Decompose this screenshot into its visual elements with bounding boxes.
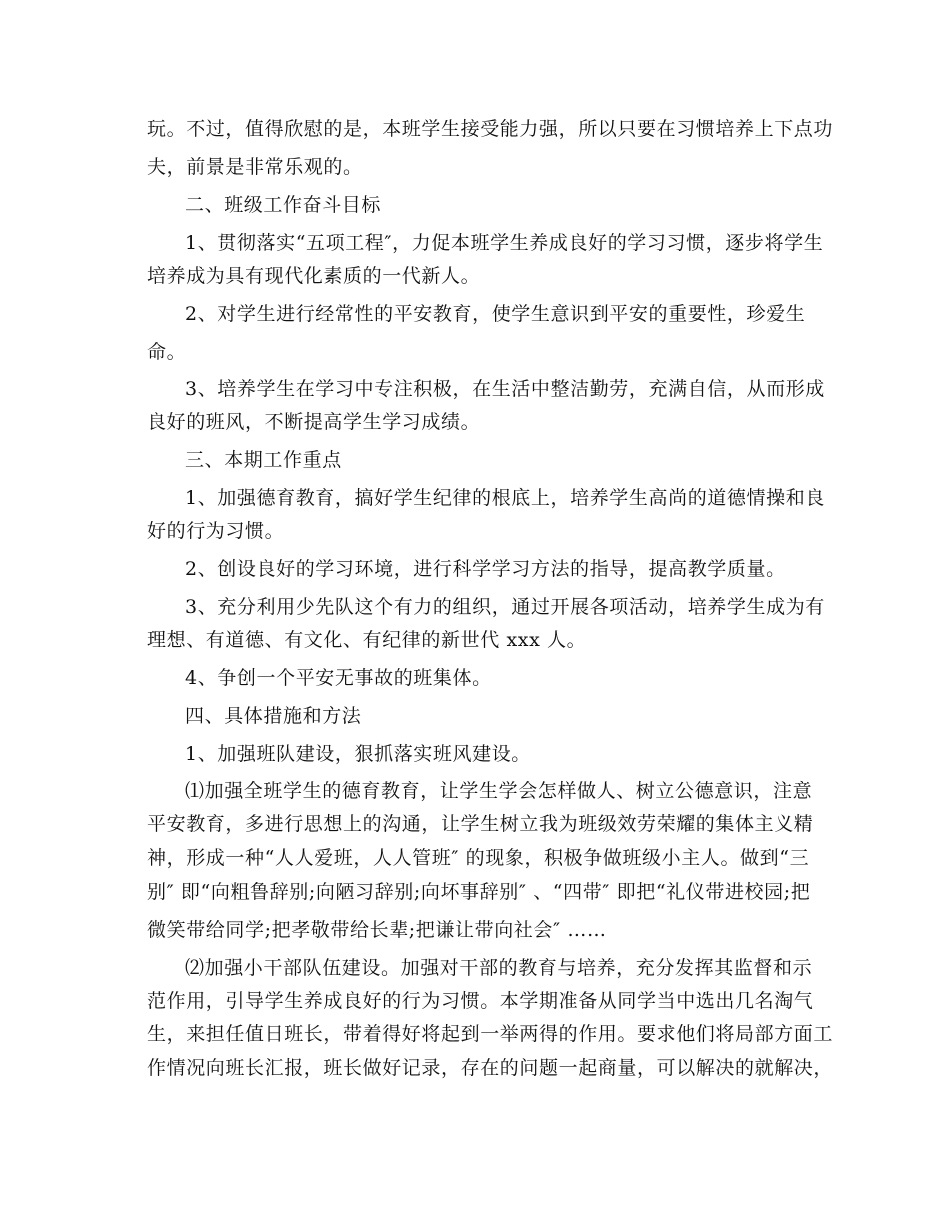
text-line: 1、加强德育教育，搞好学生纪律的根底上，培养学生高尚的道德情操和良 xyxy=(185,487,825,509)
text-line: 4、争创一个平安无事故的班集体。 xyxy=(185,667,492,689)
text-line: 生，来担任值日班长，带着得好将起到一举两得的作用。要求他们将局部方面工 xyxy=(147,1023,834,1045)
section-heading: 三、本期工作重点 xyxy=(185,449,342,471)
text-line: 玩。不过，值得欣慰的是，本班学生接受能力强，所以只要在习惯培养上下点功 xyxy=(147,118,834,140)
text-line: 别″ 即“向粗鲁辞别;向陋习辞别;向坏事辞别″ 、“四带″ 即把“礼仪带进校园;把 xyxy=(147,881,811,903)
text-line: 1、加强班队建设，狠抓落实班风建设。 xyxy=(185,743,531,765)
text-line: ⑵加强小干部队伍建设。加强对干部的教育与培养，充分发挥其监督和示 xyxy=(185,957,813,979)
section-heading: 二、班级工作奋斗目标 xyxy=(185,194,382,216)
text-line: 理想、有道德、有文化、有纪律的新世代 xxx 人。 xyxy=(147,629,587,651)
section-heading: 四、具体措施和方法 xyxy=(185,705,362,727)
text-line: 神，形成一种“人人爱班，人人管班″ 的现象，积极争做班级小主人。做到“三 xyxy=(147,847,810,869)
text-line: 3、充分利用少先队这个有力的组织，通过开展各项活动，培养学生成为有 xyxy=(185,596,825,618)
text-line: 3、培养学生在学习中专注积极，在生活中整洁勤劳，充满自信，从而形成 xyxy=(185,378,825,400)
text-line: 1、贯彻落实“五项工程″，力促本班学生养成良好的学习习惯，逐步将学生 xyxy=(185,232,824,254)
text-line: 良好的班风，不断提高学生学习成绩。 xyxy=(147,411,481,433)
text-line: 夫，前景是非常乐观的。 xyxy=(147,156,363,178)
text-line: 微笑带给同学;把孝敬带给长辈;把谦让带向社会″ …… xyxy=(147,919,607,941)
text-line: ⑴加强全班学生的德育教育，让学生学会怎样做人、树立公德意识，注意 xyxy=(185,780,813,802)
text-line: 好的行为习惯。 xyxy=(147,520,285,542)
text-line: 命。 xyxy=(147,341,187,363)
text-line: 作情况向班长汇报，班长做好记录，存在的问题一起商量，可以解决的就解决， xyxy=(147,1057,834,1079)
text-line: 培养成为具有现代化素质的一代新人。 xyxy=(147,265,481,287)
text-line: 范作用，引导学生养成良好的行为习惯。本学期准备从同学当中选出几名淘气 xyxy=(147,990,814,1012)
text-line: 2、对学生进行经常性的平安教育，使学生意识到平安的重要性，珍爱生 xyxy=(185,303,806,325)
text-line: 2、创设良好的学习环境，进行科学学习方法的指导，提高教学质量。 xyxy=(185,558,786,580)
text-line: 平安教育，多进行思想上的沟通，让学生树立我为班级效劳荣耀的集体主义精 xyxy=(147,813,814,835)
